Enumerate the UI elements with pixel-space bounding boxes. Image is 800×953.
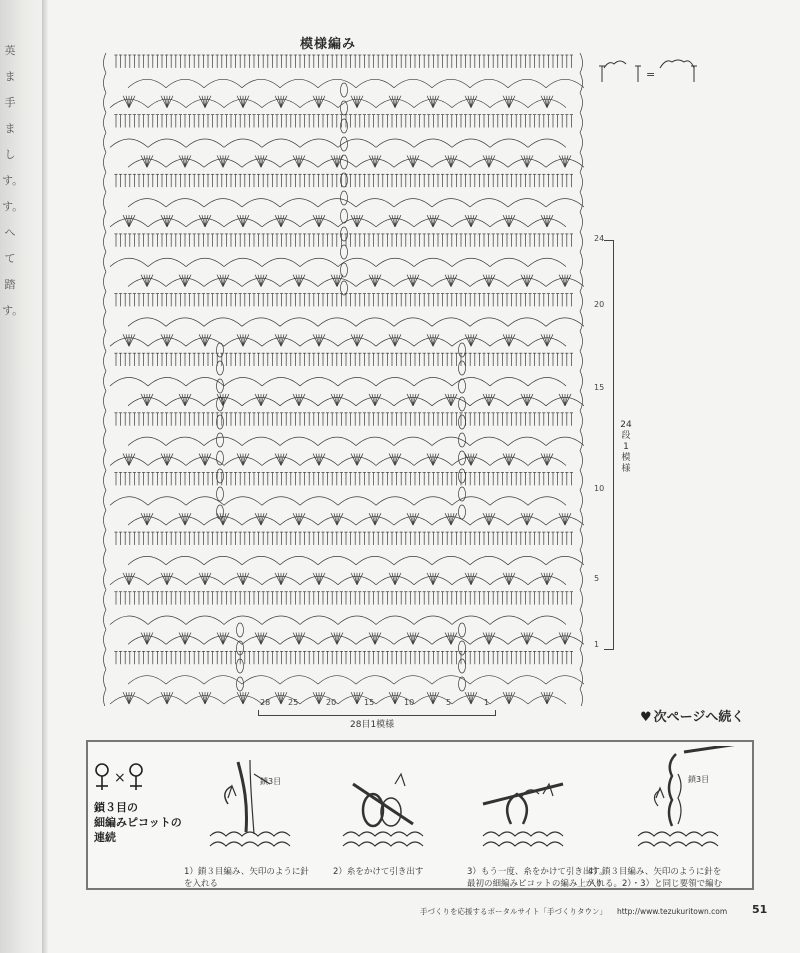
legend-equals: = [646,68,656,81]
svg-text:鎖3目: 鎖3目 [260,777,282,786]
row-marker-24: 24 [594,234,605,243]
left-page-char: す。 [2,200,24,213]
heart-icon: ♥ [640,710,652,725]
left-page-char: 踏 [4,278,16,291]
stitch-repeat-bracket [258,710,496,716]
left-page-char: 英 [4,44,16,57]
step-3-illustration: 3）もう一度、糸をかけて引き出す。 最初の細編みピコットの編み上がり [473,754,583,864]
chart-title: 模様編み [300,37,357,52]
left-page-char: ま [4,122,16,135]
svg-text:鎖3目: 鎖3目 [688,775,710,784]
left-page-char: ま [4,70,16,83]
row-repeat-label: 24 段 1 模 様 [620,420,632,474]
col-marker-20: 20 [326,698,337,707]
left-page-char: す。 [2,304,24,317]
step-1-illustration: 鎖3目 1）鎖３目編み、矢印のように針 を入れる [198,754,308,864]
site-url[interactable]: http://www.tezukuritown.com [616,907,728,916]
left-page-text [2,38,24,324]
left-page-char: す。 [2,174,24,187]
col-marker-15: 15 [364,698,375,707]
step-4-illustration: 鎖3目 4）鎖３目編み、矢印のように針を 入れる。2）・3）と同じ要領で編む [628,746,748,864]
row-marker-5: 5 [594,574,600,583]
row-marker-1: 1 [594,640,600,649]
left-page-char: へ [4,226,16,239]
col-marker-5: 5 [446,698,452,707]
col-marker-28: 28 [260,698,271,707]
left-page-char: し [4,148,16,161]
page-number: 51 [752,903,768,916]
technique-title: 鎖３目の 細編みピコットの 連続 [94,801,182,844]
technique-box [86,740,754,890]
page-footer: 手づくりを応援するポータルサイト「手づくりタウン」 http://www.tezukuritown.com [420,907,728,916]
row-marker-10: 10 [594,484,605,493]
col-marker-1: 1 [484,698,490,707]
svg-text:×: × [114,770,126,786]
legend-symbol [598,56,704,86]
stitch-repeat-label: 28目1模様 [350,720,395,730]
left-page-char: て [4,252,16,265]
left-page-edge [0,0,44,953]
continue-next-page: ♥ 次ページへ続く [640,710,745,725]
row-repeat-bracket [604,240,614,650]
picot-symbol-icon [92,756,152,800]
step-2-illustration: 2）糸をかけて引き出す [333,754,443,864]
left-page-char: 手 [4,96,16,109]
book-gutter [42,0,48,953]
crochet-chart [100,50,586,706]
col-marker-25: 25 [288,698,299,707]
row-marker-20: 20 [594,300,605,309]
col-marker-10: 10 [404,698,415,707]
row-marker-15: 15 [594,383,605,392]
